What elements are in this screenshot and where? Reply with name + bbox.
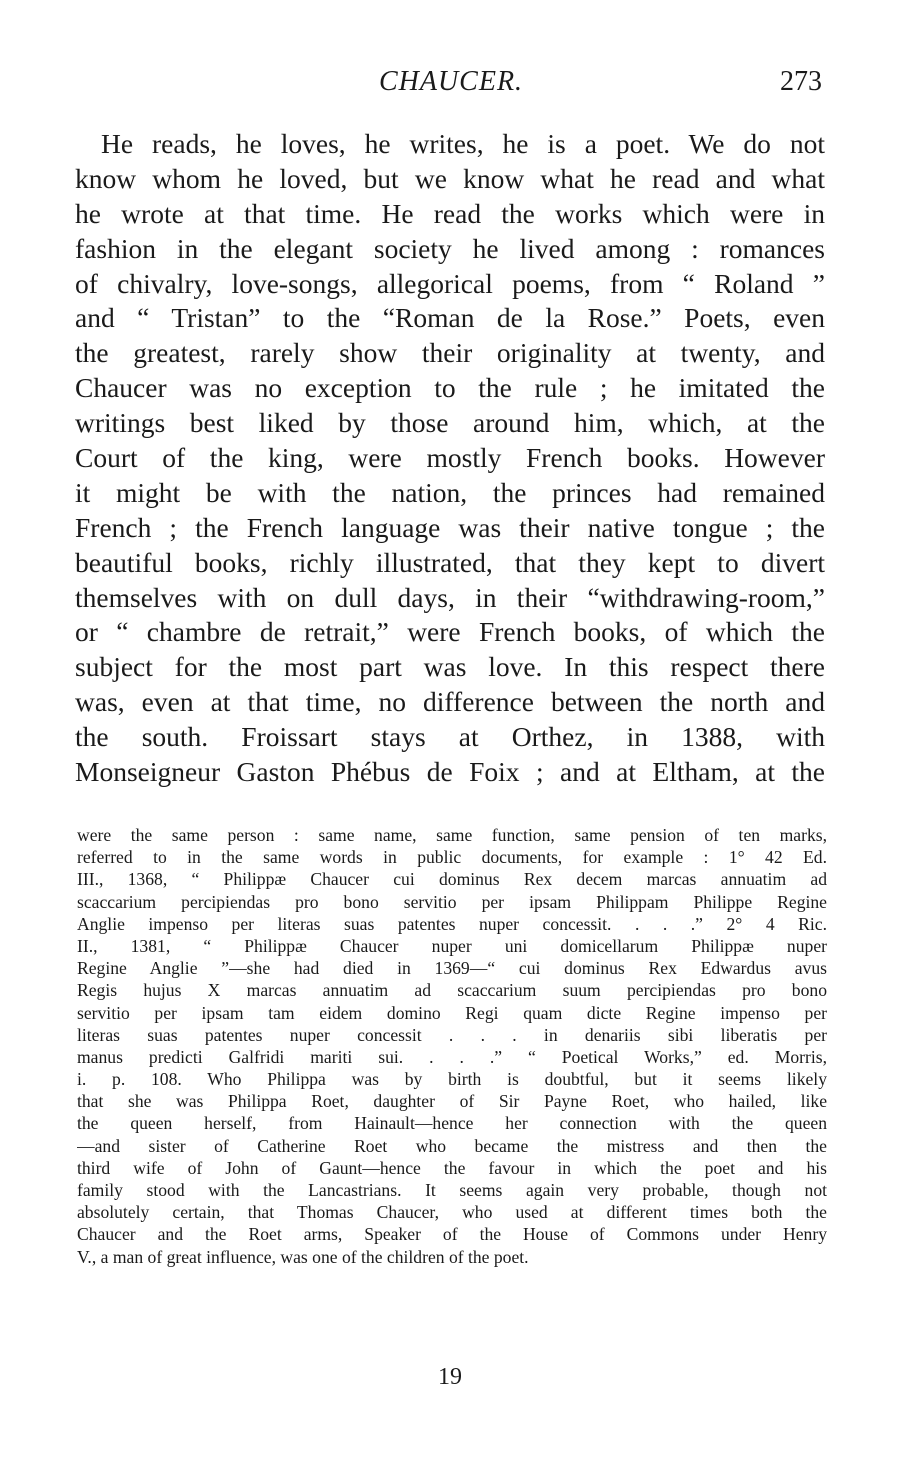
text-line: Monseigneur Gaston Phébus de Foix ; and at Eltham, at the bbox=[75, 756, 825, 788]
footnote-line: —and sister of Catherine Roet who became the mistress and then the bbox=[77, 1135, 827, 1156]
text-line: and “ Tristan” to the “Roman de la Rose.” Poets, even bbox=[75, 302, 825, 334]
text-line: Court of the king, were mostly French books. However bbox=[75, 442, 825, 474]
text-line: the south. Froissart stays at Orthez, in 1388, with bbox=[75, 721, 825, 753]
text-line: Chaucer was no exception to the rule ; he imitated the bbox=[75, 372, 825, 404]
footnote-line: Regis hujus X marcas annuatim ad scaccarium suum percipiendas pro bono bbox=[77, 980, 827, 1001]
footnote-line: absolutely certain, that Thomas Chaucer, who used at different times both the bbox=[77, 1202, 827, 1223]
footnote-line: were the same person : same name, same function, same pension of ten marks, bbox=[77, 825, 827, 845]
footnote-line: scaccarium percipiendas pro bono servitio per ipsam Philippam Philippe Regine bbox=[77, 891, 827, 912]
footnote-line: Anglie impenso per literas suas patentes nuper concessit. . . .” 2° 4 Ric. bbox=[77, 913, 827, 934]
footnote-line: i. p. 108. Who Philippa was by birth is doubtful, but it seems likely bbox=[77, 1069, 827, 1090]
signature-mark: 19 bbox=[438, 1364, 462, 1390]
footnote-line: family stood with the Lancastrians. It seems again very probable, though not bbox=[77, 1180, 827, 1200]
running-head bbox=[76, 62, 826, 102]
page-number: 273 bbox=[780, 66, 822, 97]
footnote-line: the queen herself, from Hainault—hence her connection with the queen bbox=[77, 1113, 827, 1134]
text-line: know whom he loved, but we know what he read and what bbox=[75, 162, 825, 194]
text-line: the greatest, rarely show their originality at twenty, and bbox=[75, 337, 825, 369]
text-line: themselves with on dull days, in their “withdrawing-room,” bbox=[75, 581, 825, 613]
text-line: writings best liked by those around him, which, at the bbox=[75, 407, 825, 439]
footnote-line: Regine Anglie ”—she had died in 1369—“ cui dominus Rex Edwardus avus bbox=[77, 958, 827, 979]
text-line: was, even at that time, no difference between the north and bbox=[75, 686, 825, 718]
footnote-line: Chaucer and the Roet arms, Speaker of the House of Commons under Henry bbox=[77, 1224, 827, 1245]
text-line: he wrote at that time. He read the works which were in bbox=[75, 197, 825, 229]
footnote-line: referred to in the same words in public documents, for example : 1° 42 Ed. bbox=[77, 847, 827, 868]
text-line: or “ chambre de retrait,” were French books, of which the bbox=[75, 616, 825, 648]
footnote-line: third wife of John of Gaunt—hence the favour in which the poet and his bbox=[77, 1157, 827, 1178]
footnote-line: literas suas patentes nuper concessit . . . in denariis sibi liberatis per bbox=[77, 1024, 827, 1045]
text-line: of chivalry, love-songs, allegorical poems, from “ Roland ” bbox=[75, 267, 825, 299]
text-line: it might be with the nation, the princes had remained bbox=[75, 476, 825, 508]
text-line: French ; the French language was their native tongue ; the bbox=[75, 511, 825, 543]
footnote-line: servitio per ipsam tam eidem domino Regi quam dicte Regine impenso per bbox=[77, 1002, 827, 1023]
footnote-line: that she was Philippa Roet, daughter of Sir Payne Roet, who hailed, like bbox=[77, 1091, 827, 1112]
text-line: He reads, he loves, he writes, he is a poet. We do not bbox=[101, 128, 825, 159]
text-line: fashion in the elegant society he lived among : romances bbox=[75, 232, 825, 264]
footnote-line: II., 1381, “ Philippæ Chaucer nuper uni domicellarum Philippæ nuper bbox=[77, 935, 827, 956]
text-line: beautiful books, richly illustrated, that they kept to divert bbox=[75, 546, 825, 578]
text-line: subject for the most part was love. In this respect there bbox=[75, 651, 825, 683]
running-title: CHAUCER. bbox=[378, 66, 524, 97]
footnote-line: III., 1368, “ Philippæ Chaucer cui dominus Rex decem marcas annuatim ad bbox=[77, 869, 827, 890]
main-text bbox=[75, 127, 825, 790]
footnote bbox=[77, 824, 827, 1268]
footnote-line: manus predicti Galfridi mariti sui. . . .” “ Poetical Works,” ed. Morris, bbox=[77, 1046, 827, 1067]
footnote-line: V., a man of great influence, was one of the children of the poet. bbox=[77, 1246, 529, 1267]
